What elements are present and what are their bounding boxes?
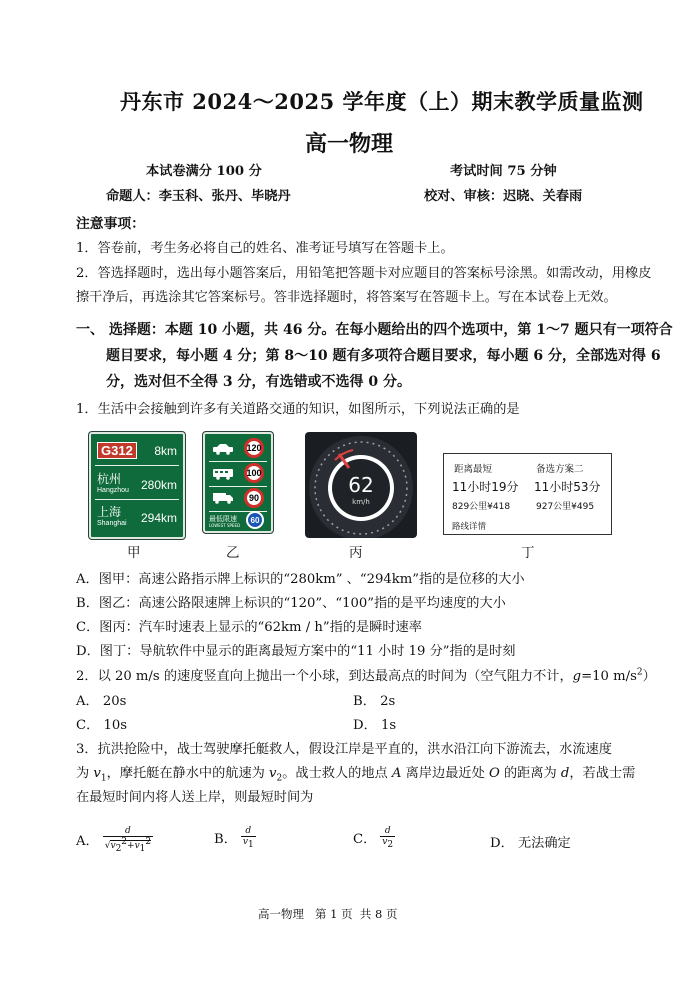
page-footer: 高一物理 第 1 页 共 8 页: [258, 907, 398, 921]
note-2-line2: 擦干净后，再选涂其它答案标号。答非选择题时，将答案写在答题卡上。写在本试卷上无效。: [76, 290, 617, 305]
q1-stem: 1．生活中会接触到许多有关道路交通的知识，如图所示，下列说法正确的是: [76, 402, 520, 417]
authors: 命题人：李玉科、张丹、毕晓丹: [106, 189, 291, 204]
q1-option-c: C．图丙：汽车时速表上显示的“62km / h”指的是瞬时速率: [76, 620, 422, 635]
nav-option2-time: 11小时53分: [534, 480, 601, 494]
note-1: 1．答卷前，考生务必将自己的姓名、准考证号填写在答题卡上。: [76, 241, 454, 256]
exam-time: 考试时间 75 分钟: [450, 164, 557, 179]
city1-pinyin: Hangzhou: [97, 487, 129, 494]
city2-distance: 294km: [140, 511, 177, 525]
limit-120: 120: [244, 438, 264, 458]
section-1-line1: 一、 选择题：本题 10 小题，共 46 分。在每小题给出的四个选项中，第 1～7 题只有一项符合: [76, 322, 673, 338]
exam-subject: 高一物理: [305, 131, 394, 157]
navigation-screenshot: [443, 453, 612, 535]
reviewers: 校对、审核：迟晓、关春雨: [424, 189, 583, 204]
caption-bing: 丙: [349, 545, 363, 561]
full-score: 本试卷满分 100 分: [146, 164, 262, 179]
bus-icon: [212, 468, 234, 480]
section-1-line3: 分，选对但不全得 3 分，有选错或不选得 0 分。: [106, 374, 411, 390]
q3-line1: 3．抗洪抢险中，战士驾驶摩托艇救人，假设江岸是平直的，洪水沿江向下游流去，水流速度: [76, 742, 612, 757]
q2-option-a: A． 20s: [76, 694, 127, 709]
truck-icon: [212, 492, 234, 504]
section-1-line2: 题目要求，每小题 4 分；第 8～10 题有多项符合题目要求，每小题 6 分，全部选对得 6: [106, 348, 661, 364]
min-speed-label: 最低限速: [209, 515, 237, 523]
q3-option-a: A． d $√v_2^2+v_1^2$: [76, 826, 152, 854]
city1-distance: 280km: [140, 478, 177, 492]
q3-line2: 为 $v_1$，摩托艇在静水中的航速为 $v_2$。战士救人的地点 A 离岸边最近处 O 的距离为 d，若战士需: [76, 766, 636, 784]
highway-distance-sign: [89, 432, 185, 539]
route-number: G312: [97, 442, 137, 459]
q3-option-d: D． 无法确定: [490, 836, 571, 851]
nav-route-details: 路线详情: [452, 522, 487, 532]
q1-option-d: D．图丁：导航软件中显示的距离最短方案中的“11 小时 19 分”指的是时刻: [76, 644, 516, 659]
nav-option2-detail: 927公里¥495: [536, 502, 595, 512]
note-2-line1: 2．答选择题时，选出每小题答案后，用铅笔把答题卡对应题目的答案标号涂黑。如需改动，用橡皮: [76, 266, 652, 281]
exam-title: 丹东市 2024～2025 学年度（上）期末教学质量监测: [120, 89, 644, 114]
nav-option1-time: 11小时19分: [452, 480, 519, 494]
min-speed-60: 60: [246, 511, 264, 529]
caption-ding: 丁: [521, 545, 535, 561]
q2-option-b: B． 2s: [353, 694, 396, 709]
speed-limit-sign: [203, 432, 273, 533]
min-speed-label-en: LOWEST SPEED: [209, 523, 241, 528]
limit-90: 90: [244, 488, 264, 508]
speedometer-image: [305, 432, 417, 538]
nav-option1-label: 距离最短: [454, 464, 493, 475]
city1-name: 杭州: [97, 472, 122, 486]
city2-pinyin: Shanghai: [97, 520, 127, 527]
q1-option-a: A．图甲：高速公路指示牌上标识的“280km” 、“294km”指的是位移的大小: [76, 572, 525, 587]
nav-option1-detail: 829公里¥418: [452, 502, 511, 512]
caption-yi: 乙: [226, 545, 240, 561]
city2-name: 上海: [97, 505, 122, 519]
notes-heading: 注意事项：: [76, 216, 145, 232]
q1-option-b: B．图乙：高速公路限速牌上标识的“120”、“100”指的是平均速度的大小: [76, 596, 506, 611]
q2-option-d: D． 1s: [353, 718, 397, 733]
limit-100: 100: [244, 463, 264, 483]
route-distance: 8km: [154, 443, 177, 458]
car-icon: [212, 443, 234, 455]
q3-line3: 在最短时间内将人送上岸，则最短时间为: [76, 790, 314, 805]
q2-option-c: C． 10s: [76, 718, 128, 733]
q2-stem: 2．以 20 m/s 的速度竖直向上抛出一个小球，到达最高点的时间为（空气阻力不计，g=10 $m/s^2$）: [76, 667, 656, 684]
nav-option2-label: 备选方案二: [536, 464, 584, 475]
caption-jia: 甲: [127, 545, 141, 561]
speed-value: 62: [348, 473, 374, 497]
q3-option-b: B． d $v_1$: [214, 826, 254, 850]
speed-unit: km/h: [352, 498, 370, 506]
q3-option-c: C． d $v_2$: [353, 826, 394, 850]
g-symbol: g: [572, 669, 582, 684]
